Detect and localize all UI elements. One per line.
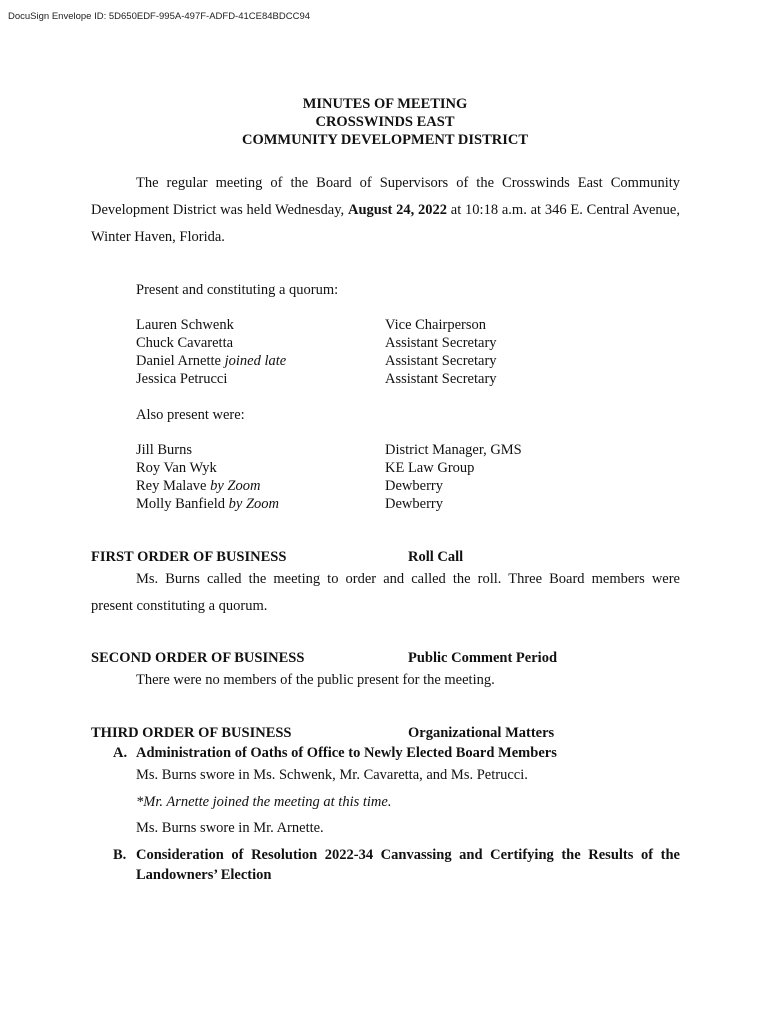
intro-text-2: at 10:18 a.m. at 346 E. Central Avenue, Winter Haven, Florida. <box>91 202 680 245</box>
attendee-role: Vice Chairperson <box>385 317 486 333</box>
attendee-name: Rey Malave by Zoom <box>136 478 261 494</box>
document-title <box>0 95 770 149</box>
meeting-date: August 24, 2022 <box>347 202 447 218</box>
attendee-role: Assistant Secretary <box>385 353 497 369</box>
attendee-role: District Manager, GMS <box>385 442 522 458</box>
attendee-name: Roy Van Wyk <box>136 460 217 476</box>
third-order-topic: Organizational Matters <box>408 725 555 741</box>
item-a-title: Administration of Oaths of Office to Newly Elected Board Members <box>136 745 557 761</box>
second-order-heading: SECOND ORDER OF BUSINESS <box>91 650 305 666</box>
title-line-2: CROSSWINDS EAST <box>315 114 455 130</box>
title-line-1: MINUTES OF MEETING <box>302 96 468 112</box>
title-line-3: COMMUNITY DEVELOPMENT DISTRICT <box>242 132 528 148</box>
attendee-role: KE Law Group <box>385 460 475 476</box>
attendee-name: Daniel Arnette joined late <box>136 353 287 369</box>
attendee-note: by Zoom <box>228 496 279 512</box>
attendee-note: joined late <box>224 353 287 369</box>
attendee-note: by Zoom <box>210 478 261 494</box>
first-order-topic: Roll Call <box>408 549 464 565</box>
first-order-text-2: present constituting a quorum. <box>91 598 268 614</box>
also-present-heading: Also present were: <box>136 407 245 423</box>
item-a-note: *Mr. Arnette joined the meeting at this time. <box>136 794 392 810</box>
item-b-label: B. <box>113 847 127 863</box>
item-b-title-2: Landowners’ Election <box>136 867 272 883</box>
attendee-name: Chuck Cavaretta <box>136 335 234 351</box>
item-a-label: A. <box>113 745 128 761</box>
third-order-heading: THIRD ORDER OF BUSINESS <box>91 725 292 741</box>
item-a-text-2: Ms. Burns swore in Mr. Arnette. <box>136 820 324 836</box>
attendee-role: Dewberry <box>385 478 443 494</box>
attendee-role: Assistant Secretary <box>385 335 497 351</box>
attendee-name: Jessica Petrucci <box>136 371 228 387</box>
second-order-topic: Public Comment Period <box>408 650 558 666</box>
first-order-heading: FIRST ORDER OF BUSINESS <box>91 549 287 565</box>
attendee-role: Assistant Secretary <box>385 371 497 387</box>
attendee-name: Lauren Schwenk <box>136 317 234 333</box>
docusign-envelope-id: DocuSign Envelope ID: 5D650EDF-995A-497F-ADFD-41CE84BDCC94 <box>8 11 311 22</box>
first-order-text-1: Ms. Burns called the meeting to order and called the roll. Three Board members were <box>136 571 680 587</box>
item-a-text-1: Ms. Burns swore in Ms. Schwenk, Mr. Cavaretta, and Ms. Petrucci. <box>136 767 528 783</box>
item-b-title-1: Consideration of Resolution 2022-34 Canvassing and Certifying the Results of the <box>136 847 680 863</box>
intro-paragraph <box>91 170 680 251</box>
intro-text-1: The regular meeting of the Board of Supervisors of the Crosswinds East Community Development District was held Wednesday, <box>91 175 680 218</box>
attendee-name: Jill Burns <box>136 442 192 458</box>
attendee-role: Dewberry <box>385 496 443 512</box>
second-order-text: There were no members of the public present for the meeting. <box>136 672 495 688</box>
quorum-heading: Present and constituting a quorum: <box>136 282 339 298</box>
attendee-name: Molly Banfield by Zoom <box>136 496 279 512</box>
